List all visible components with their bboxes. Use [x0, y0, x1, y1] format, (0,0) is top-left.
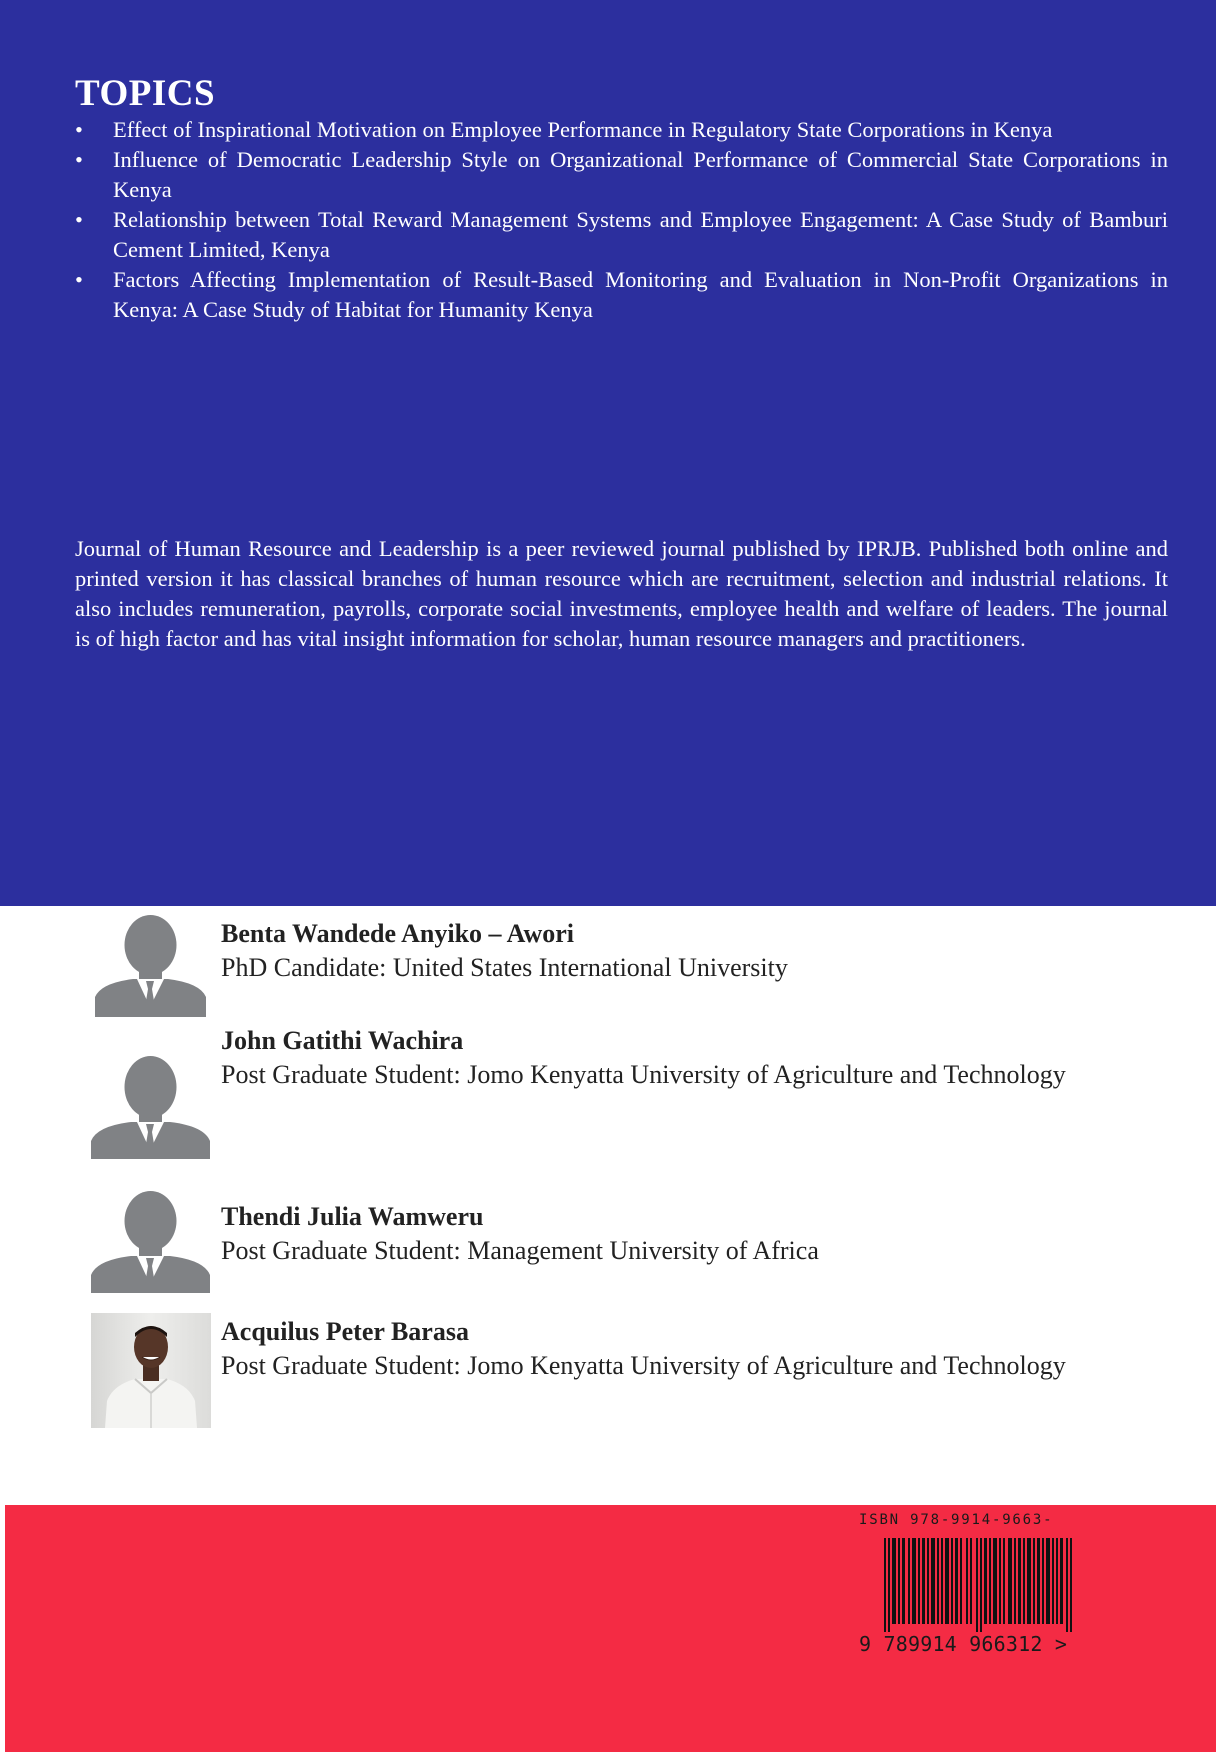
author-affiliation: Post Graduate Student: Jomo Kenyatta University of Agriculture and Technology [221, 1351, 1066, 1380]
author-name: John Gatithi Wachira [221, 1026, 464, 1055]
person-silhouette-icon [91, 1056, 210, 1159]
topic-item [75, 115, 1168, 145]
isbn-text: ISBN 978-9914-9663- [859, 1512, 1054, 1528]
topic-text: Factors Affecting Implementation of Result-Based Monitoring and Evaluation in Non-Profit Organizations in Kenya: A Case Study of Habitat for Humanity Kenya [113, 267, 1168, 322]
topic-text: Effect of Inspirational Motivation on Employee Performance in Regulatory State Corporations in Kenya [113, 117, 1053, 142]
author-affiliation: Post Graduate Student: Jomo Kenyatta University of Agriculture and Technology [221, 1060, 1066, 1089]
barcode-bars [884, 1538, 1074, 1632]
author-name: Thendi Julia Wamweru [221, 1202, 484, 1231]
person-silhouette-icon [91, 915, 210, 1017]
topics-heading: TOPICS [75, 73, 216, 114]
person-silhouette-icon [91, 1191, 210, 1293]
bullet-icon: • [75, 147, 83, 172]
topic-item [75, 265, 1168, 325]
author-affiliation: PhD Candidate: United States International University [221, 953, 788, 982]
bullet-icon: • [75, 207, 83, 232]
author-name: Acquilus Peter Barasa [221, 1317, 469, 1346]
author-info [221, 918, 1101, 985]
bullet-icon: • [75, 117, 83, 142]
author-info [221, 1025, 1101, 1092]
journal-description: Journal of Human Resource and Leadership is a peer reviewed journal published by IPRJB. Published both online and printed version it has classical branches of human resource which are recruitment, selection and industrial relations. It also includes remuneration, payrolls, corporate social investments, employee health and welfare of leaders. The journal is of high factor and has vital insight information for scholar, human resource managers and practitioners. [75, 536, 1168, 651]
topics-list [75, 115, 1168, 325]
topic-item [75, 145, 1168, 205]
barcode-digits: 9 789914 966312 > [859, 1632, 1068, 1656]
author-photo [91, 1313, 211, 1428]
author-info [221, 1316, 1101, 1383]
topic-text: Influence of Democratic Leadership Style on Organizational Performance of Commercial State Corporations in Kenya [113, 147, 1168, 202]
author-affiliation: Post Graduate Student: Management University of Africa [221, 1236, 819, 1265]
topic-text: Relationship between Total Reward Management Systems and Employee Engagement: A Case Study of Bamburi Cement Limited, Kenya [113, 207, 1168, 262]
author-name: Benta Wandede Anyiko – Awori [221, 919, 574, 948]
topic-item [75, 205, 1168, 265]
bullet-icon: • [75, 267, 83, 292]
isbn-barcode [859, 1512, 1089, 1682]
author-info [221, 1201, 1101, 1268]
